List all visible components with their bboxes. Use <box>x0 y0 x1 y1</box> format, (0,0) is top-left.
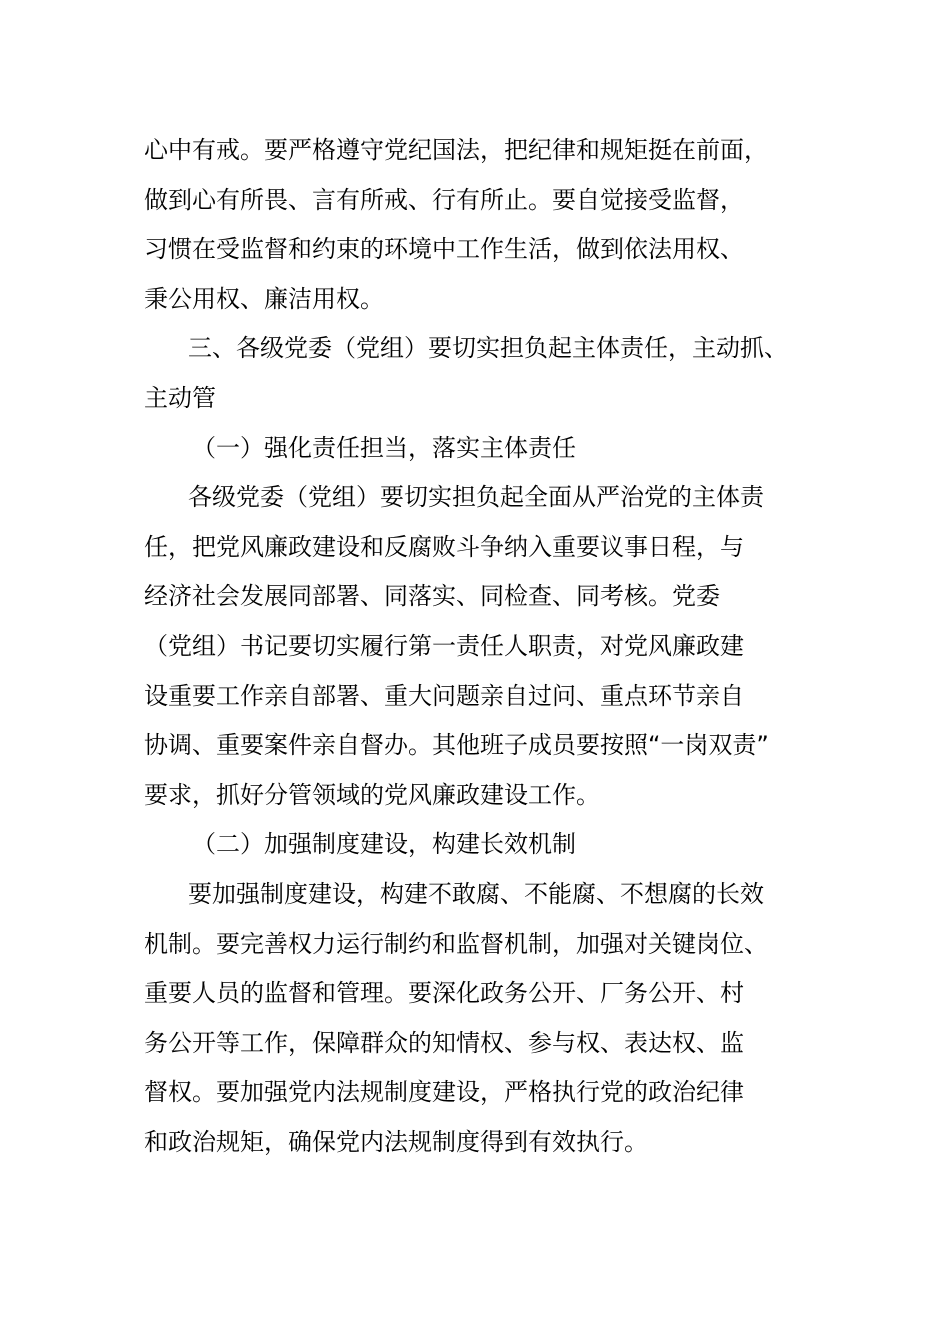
text-line: 习惯在受监督和约束的环境中工作生活，做到依法用权、 <box>144 235 744 264</box>
body-text <box>144 126 816 1167</box>
text-line: 做到心有所畏、言有所戒、行有所止。要自觉接受监督， <box>144 185 744 214</box>
text-line: 要求，抓好分管领域的党风廉政建设工作。 <box>144 780 600 809</box>
text-line: 协调、重要案件亲自督办。其他班子成员要按照“一岗双责” <box>144 731 769 760</box>
text-line: 设重要工作亲自部署、重大问题亲自过问、重点环节亲自 <box>144 681 744 710</box>
text-line: （党组）书记要切实履行第一责任人职责，对党风廉政建 <box>144 631 744 660</box>
subsection-heading: （二）加强制度建设，构建长效机制 <box>192 830 576 859</box>
text-line: 务公开等工作，保障群众的知情权、参与权、表达权、监 <box>144 1028 744 1057</box>
paragraph-start: 要加强制度建设，构建不敢腐、不能腐、不想腐的长效 <box>188 879 764 908</box>
text-line: 心中有戒。要严格遵守党纪国法，把纪律和规矩挺在前面， <box>144 136 768 164</box>
section-heading: 三、各级党委（党组）要切实担负起主体责任，主动抓、 <box>188 334 788 363</box>
text-line: 和政治规矩，确保党内法规制度得到有效执行。 <box>144 1127 648 1156</box>
text-line: 任，把党风廉政建设和反腐败斗争纳入重要议事日程，与 <box>144 532 744 561</box>
text-line: 经济社会发展同部署、同落实、同检查、同考核。党委 <box>144 582 720 611</box>
text-line: 督权。要加强党内法规制度建设，严格执行党的政治纪律 <box>144 1078 744 1107</box>
paragraph-start: 各级党委（党组）要切实担负起全面从严治党的主体责 <box>188 483 764 512</box>
subsection-heading: （一）强化责任担当，落实主体责任 <box>192 433 576 462</box>
section-heading-continued: 主动管 <box>144 383 216 412</box>
text-line: 重要人员的监督和管理。要深化政务公开、厂务公开、村 <box>144 979 744 1008</box>
text-line: 机制。要完善权力运行制约和监督机制，加强对关键岗位、 <box>144 929 768 958</box>
text-line: 秉公用权、廉洁用权。 <box>144 284 384 313</box>
